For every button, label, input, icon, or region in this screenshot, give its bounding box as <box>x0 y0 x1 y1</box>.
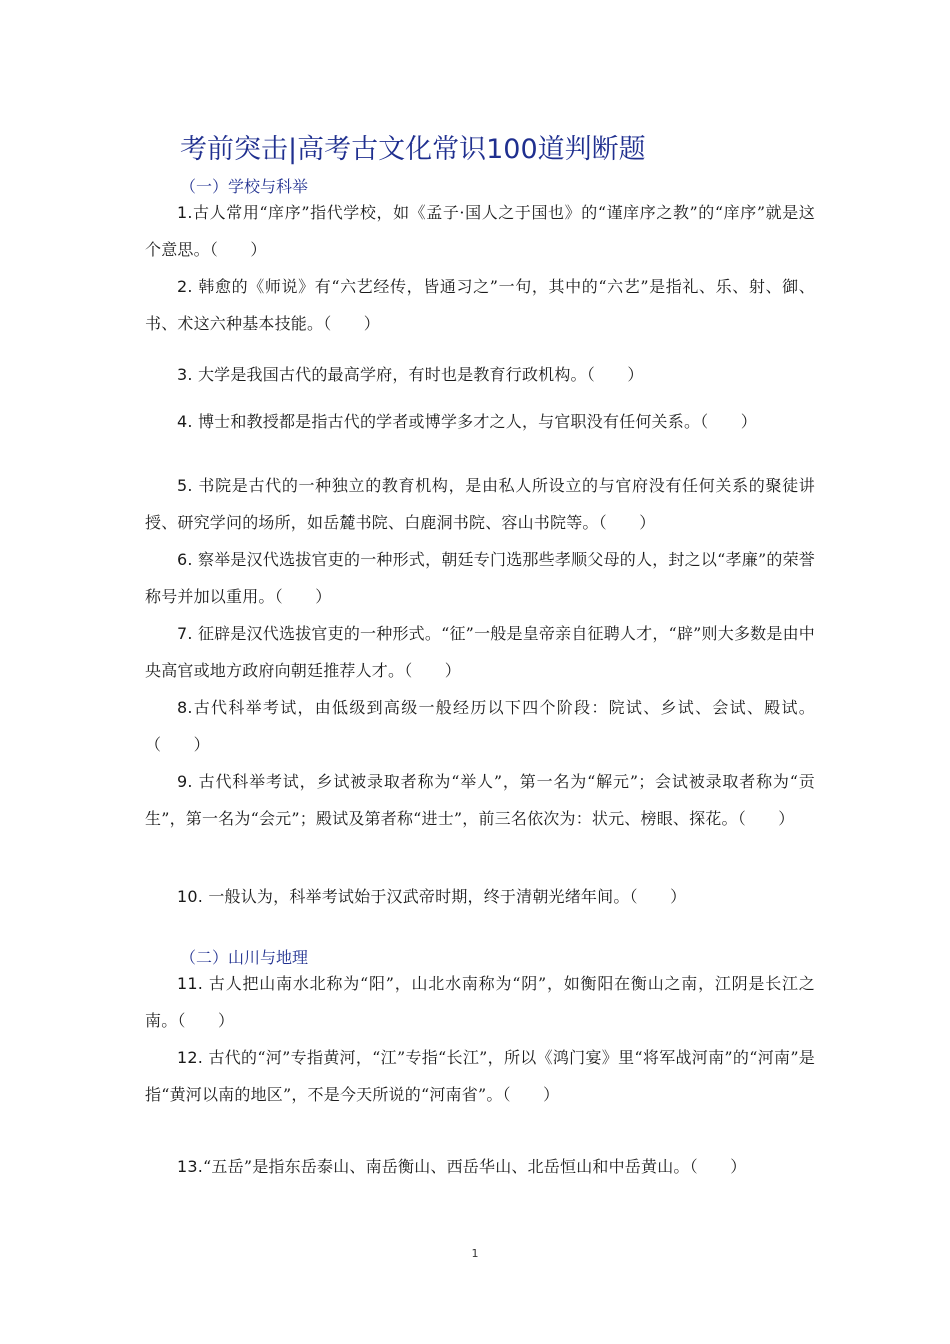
section-heading-schools-exams: （一）学校与科举 <box>180 177 309 196</box>
question-item <box>145 541 815 615</box>
question-item <box>145 268 815 342</box>
question-item <box>145 1150 815 1184</box>
question-number: 11. <box>177 974 204 993</box>
question-number: 7. <box>177 624 193 643</box>
question-text: 书院是古代的一种独立的教育机构，是由私人所设立的与官府没有任何关系的聚徒讲授、研究学问的场所，如岳麓书院、白鹿洞书院、容山书院等。（ ） <box>145 476 815 532</box>
question-number: 3. <box>177 365 193 384</box>
question-item <box>145 965 815 1039</box>
page-number: 1 <box>471 1247 479 1260</box>
question-number: 2. <box>177 277 193 296</box>
question-item <box>145 405 815 439</box>
question-number: 1. <box>177 203 193 222</box>
question-text: 古人把山南水北称为“阳”，山北水南称为“阴”，如衡阳在衡山之南，江阴是长江之南。（ ） <box>145 974 815 1030</box>
question-item <box>145 615 815 689</box>
question-number: 13. <box>177 1157 204 1176</box>
question-number: 4. <box>177 412 193 431</box>
question-number: 9. <box>177 772 193 791</box>
question-item <box>145 1039 815 1113</box>
question-number: 12. <box>177 1048 204 1067</box>
question-item <box>145 878 815 915</box>
question-text: 古人常用“庠序”指代学校，如《孟子·国人之于国也》的“谨庠序之教”的“庠序”就是这个意思。（ ） <box>145 203 815 259</box>
question-text: 古代的“河”专指黄河，“江”专指“长江”，所以《鸿门宴》里“将军战河南”的“河南”是指“黄河以南的地区”，不是今天所说的“河南省”。（ ） <box>145 1048 815 1104</box>
question-number: 5. <box>177 476 193 495</box>
question-text: 征辟是汉代选拔官吏的一种形式。“征”一般是皇帝亲自征聘人才，“辟”则大多数是由中央高官或地方政府向朝廷推荐人才。（ ） <box>145 624 815 680</box>
question-item <box>145 194 815 268</box>
question-text: 古代科举考试，乡试被录取者称为“举人”，第一名为“解元”；会试被录取者称为“贡生”，第一名为“会元”；殿试及第者称“进士”，前三名依次为：状元、榜眼、探花。（ ） <box>145 772 815 828</box>
question-text: 韩愈的《师说》有“六艺经传，皆通习之”一句，其中的“六艺”是指礼、乐、射、御、书、术这六种基本技能。（ ） <box>145 277 815 333</box>
question-text: 察举是汉代选拔官吏的一种形式，朝廷专门选那些孝顺父母的人，封之以“孝廉”的荣誉称号并加以重用。（ ） <box>145 550 815 606</box>
question-number: 6. <box>177 550 193 569</box>
question-number: 8. <box>177 698 193 717</box>
question-item <box>145 356 815 393</box>
page-title: 考前突击|高考古文化常识100道判断题 <box>180 134 646 165</box>
question-text: 大学是我国古代的最高学府，有时也是教育行政机构。（ ） <box>192 365 644 384</box>
question-text: “五岳”是指东岳泰山、南岳衡山、西岳华山、北岳恒山和中岳黄山。（ ） <box>203 1157 747 1176</box>
section-heading-mountains-geography: （二）山川与地理 <box>180 948 309 967</box>
question-item <box>145 689 815 763</box>
question-number: 10. <box>177 887 204 906</box>
question-item <box>145 467 815 541</box>
question-text: 古代科举考试，由低级到高级一般经历以下四个阶段：院试、乡试、会试、殿试。（ ） <box>145 698 815 754</box>
question-text: 一般认为，科举考试始于汉武帝时期，终于清朝光绪年间。（ ） <box>203 887 687 906</box>
question-text: 博士和教授都是指古代的学者或博学多才之人，与官职没有任何关系。（ ） <box>192 412 757 431</box>
question-item <box>145 763 815 837</box>
